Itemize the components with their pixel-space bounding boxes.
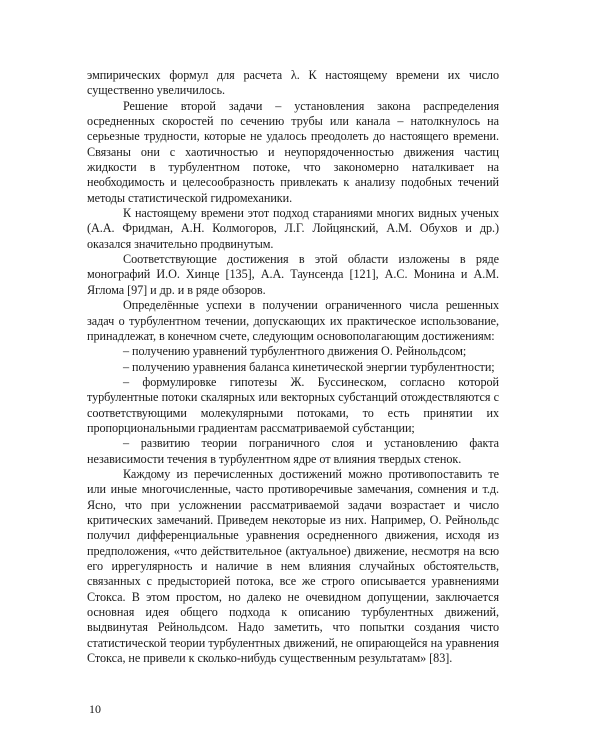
paragraph: Соответствующие достижения в этой области изложены в ряде монографий И.О. Хинце [135], А.А. Таунсенда [121], А.С. Монина и А.М. Яглома [97] и др. и в ряде обзоров.: [87, 252, 499, 297]
body-text: [87, 68, 499, 666]
paragraph: эмпирических формул для расчета λ. К настоящему времени их число существенно увеличилось.: [87, 68, 499, 98]
list-item: – получению уравнения баланса кинетической энергии турбулентности;: [123, 359, 495, 374]
list-item: – развитию теории пограничного слоя и установлению факта независимости течения в турбулентном ядре от влияния твердых стенок.: [87, 436, 499, 466]
paragraph: Каждому из перечисленных достижений можно противопоставить те или иные многочисленные, часто противоречивые замечания, сомнения и т.д. Ясно, что при усложнении рассматриваемой задачи возрастает и число критических замечаний. Приведем некоторые из них. Например, О. Рейнольдс получил дифференциальные уравнения осредненного движения, исходя из предположения, «что действительное (актуальное) движение, несмотря на всю его иррегулярность и наличие в нем влияния случайных обстоятельств, связанных с предысторией потока, все же строго описывается уравнениями Стокса. В этом простом, но далеко не очевидном допущении, заключается основная идея общего подхода к описанию турбулентных движений, выдвинутая Рейнольдсом. Надо заметить, что попытки создания чисто статистической теории турбулентных движений, не опирающейся на уравнения Стокса, не привели к сколько-нибудь существенным результатам» [83].: [87, 466, 499, 666]
paragraph: Решение второй задачи – установления закона распределения осредненных скоростей по сечению трубы или канала – натолкнулось на серьезные трудности, которые не удалось преодолеть до настоящего времени. Связаны они с хаотичностью и неупорядоченностью движения частиц жидкости в турбулентном потоке, что закономерно наталкивает на необходимость и целесообразность привлекать к анализу подобных течений методы статистической гидромеханики.: [87, 98, 499, 205]
paragraph: Определённые успехи в получении ограниченного числа решенных задач о турбулентном течении, допускающих их практическое использование, принадлежат, в конечном счете, следующим основополагающим достижениям:: [87, 298, 499, 343]
paragraph: К настоящему времени этот подход стараниями многих видных ученых (А.А. Фридман, А.Н. Колмогоров, Л.Г. Лойцянский, А.М. Обухов и др.) оказался значительно продвинутым.: [87, 206, 499, 251]
list-item: – формулировке гипотезы Ж. Буссинеском, согласно которой турбулентные потоки скалярных или векторных субстанций отождествляются с соответствующими молекулярными потоками, то есть принятии их пропорциональными градиентам рассматриваемой субстанции;: [87, 374, 499, 435]
list-item: – получению уравнений турбулентного движения О. Рейнольдсом;: [123, 344, 467, 359]
page-number: 10: [89, 702, 101, 716]
